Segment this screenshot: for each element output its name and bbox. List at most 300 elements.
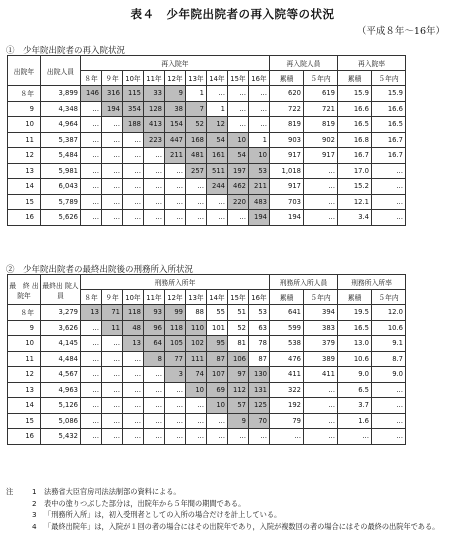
table-cell: 220 — [228, 194, 249, 210]
table-cell: … — [123, 398, 144, 414]
row-cumulative: 538 — [270, 336, 304, 352]
table-cell: … — [165, 179, 186, 195]
table-cell: … — [144, 413, 165, 429]
table-cell: … — [102, 148, 123, 164]
table-cell: … — [228, 86, 249, 102]
row-rate-cumulative: 3.7 — [338, 398, 372, 414]
table-cell: … — [228, 429, 249, 445]
table-cell: 112 — [228, 382, 249, 398]
column-header: 11年 — [144, 71, 165, 86]
prison-entry-table — [7, 274, 406, 445]
column-header: 16年 — [249, 290, 270, 305]
table-cell: … — [186, 429, 207, 445]
row-cumulative: 476 — [270, 351, 304, 367]
table-cell: … — [186, 210, 207, 226]
table-cell: 87 — [207, 351, 228, 367]
table-cell: 130 — [249, 367, 270, 383]
table-cell: … — [123, 179, 144, 195]
table-cell: … — [165, 382, 186, 398]
table-cell: 97 — [228, 367, 249, 383]
table-row — [8, 336, 406, 352]
row-rate-5y: … — [372, 163, 406, 179]
row-count: 4,567 — [41, 367, 81, 383]
table-cell: … — [228, 101, 249, 117]
column-header: 15年 — [228, 71, 249, 86]
table-row — [8, 413, 406, 429]
row-count: 4,964 — [41, 117, 81, 133]
table-cell: 63 — [249, 320, 270, 336]
table-cell: … — [207, 429, 228, 445]
row-rate-cumulative: 10.6 — [338, 351, 372, 367]
table-row — [8, 351, 406, 367]
table-cell: … — [102, 351, 123, 367]
table-cell: 118 — [123, 305, 144, 321]
table-cell: … — [144, 163, 165, 179]
table-cell: 107 — [207, 367, 228, 383]
row-year: 16 — [8, 210, 41, 226]
row-count: 5,484 — [41, 148, 81, 164]
table-cell: … — [102, 398, 123, 414]
row-within-5y: 721 — [304, 101, 338, 117]
header-cumulative: 累積 — [270, 290, 304, 305]
row-rate-cumulative: 19.5 — [338, 305, 372, 321]
table-row — [8, 367, 406, 383]
table-cell: … — [123, 413, 144, 429]
row-within-5y: 917 — [304, 148, 338, 164]
table-cell: 483 — [249, 194, 270, 210]
table-cell: … — [144, 179, 165, 195]
table-row — [8, 320, 406, 336]
table-cell: … — [102, 210, 123, 226]
row-year: 15 — [8, 194, 41, 210]
table-cell: 161 — [207, 148, 228, 164]
row-rate-cumulative: 16.8 — [338, 132, 372, 148]
table-cell: … — [81, 429, 102, 445]
table-cell: … — [123, 194, 144, 210]
table-cell: 13 — [123, 336, 144, 352]
column-header: ８年 — [81, 290, 102, 305]
row-count: 3,279 — [41, 305, 81, 321]
table-cell: 93 — [144, 305, 165, 321]
table-cell: 38 — [165, 101, 186, 117]
table-cell: 96 — [144, 320, 165, 336]
row-rate-cumulative: 16.5 — [338, 320, 372, 336]
row-rate-5y: … — [372, 382, 406, 398]
row-cumulative: 599 — [270, 320, 304, 336]
row-within-5y: … — [304, 398, 338, 414]
table-cell: 105 — [165, 336, 186, 352]
row-rate-5y: … — [372, 398, 406, 414]
row-cumulative: 194 — [270, 210, 304, 226]
row-rate-5y: … — [372, 210, 406, 226]
header-count: 最終出 院人員 — [41, 275, 81, 305]
header-year: 出院年 — [8, 56, 41, 86]
row-count: 4,348 — [41, 101, 81, 117]
column-header: ９年 — [102, 290, 123, 305]
row-cumulative: 903 — [270, 132, 304, 148]
row-cumulative: 620 — [270, 86, 304, 102]
row-within-5y: … — [304, 429, 338, 445]
row-count: 3,626 — [41, 320, 81, 336]
table-cell: 71 — [102, 305, 123, 321]
column-header: 10年 — [123, 290, 144, 305]
row-cumulative: 722 — [270, 101, 304, 117]
column-header: 16年 — [249, 71, 270, 86]
row-rate-cumulative: … — [338, 429, 372, 445]
row-rate-5y: 10.6 — [372, 320, 406, 336]
row-rate-cumulative: 15.2 — [338, 179, 372, 195]
row-count: 5,126 — [41, 398, 81, 414]
table-cell: 33 — [144, 86, 165, 102]
row-rate-5y: … — [372, 194, 406, 210]
table-cell: 64 — [144, 336, 165, 352]
header-rate-group: 再入院率 — [338, 56, 406, 71]
table-cell: … — [81, 148, 102, 164]
table-cell: … — [81, 367, 102, 383]
row-rate-5y: 12.0 — [372, 305, 406, 321]
table-cell: 52 — [228, 320, 249, 336]
note-item: 表中の塗りつぶした部分は，出院年から５年間の期間である。 — [44, 498, 246, 508]
table-cell: 81 — [228, 336, 249, 352]
table-cell: … — [186, 194, 207, 210]
row-cumulative: 322 — [270, 382, 304, 398]
column-header: 14年 — [207, 290, 228, 305]
table-cell: … — [249, 101, 270, 117]
table-row — [8, 382, 406, 398]
column-header: 12年 — [165, 290, 186, 305]
table-row — [8, 429, 406, 445]
row-count: 5,789 — [41, 194, 81, 210]
table-cell: 10 — [228, 132, 249, 148]
table-row — [8, 132, 406, 148]
table-cell: … — [249, 86, 270, 102]
header-year-group: 刑務所入所年 — [81, 275, 270, 290]
header-within-5y: ５年内 — [372, 290, 406, 305]
row-rate-cumulative: 17.0 — [338, 163, 372, 179]
table-cell: 131 — [249, 382, 270, 398]
row-cumulative: 917 — [270, 148, 304, 164]
row-cumulative: 917 — [270, 179, 304, 195]
table-cell: 78 — [249, 336, 270, 352]
row-count: 3,899 — [41, 86, 81, 102]
row-count: 6,043 — [41, 179, 81, 195]
table-cell: … — [81, 413, 102, 429]
table-cell: … — [102, 117, 123, 133]
column-header: 12年 — [165, 71, 186, 86]
table-cell: … — [186, 179, 207, 195]
table-cell: 197 — [228, 163, 249, 179]
table-cell: 13 — [81, 305, 102, 321]
table-cell: … — [144, 429, 165, 445]
table-cell: 57 — [228, 398, 249, 414]
row-year: 12 — [8, 367, 41, 383]
header-cumulative: 累積 — [270, 71, 304, 86]
table-cell: 51 — [228, 305, 249, 321]
table-row — [8, 163, 406, 179]
row-within-5y: 394 — [304, 305, 338, 321]
table-cell: 53 — [249, 163, 270, 179]
header-count: 出院人員 — [41, 56, 81, 86]
row-rate-cumulative: 16.7 — [338, 148, 372, 164]
table-cell: 110 — [186, 320, 207, 336]
row-rate-cumulative: 16.5 — [338, 117, 372, 133]
column-header: 13年 — [186, 290, 207, 305]
table-cell: 70 — [249, 413, 270, 429]
row-count: 5,981 — [41, 163, 81, 179]
row-year: ８年 — [8, 305, 41, 321]
table-cell: … — [102, 336, 123, 352]
table-cell: 12 — [207, 117, 228, 133]
table-cell: … — [207, 86, 228, 102]
note-item: 「最終出院年」は，入院が１回の者の場合にはその出院年であり，入院が複数回の者の場合にはその最終の出院年である。 — [44, 521, 440, 531]
header-year: 最 終 出院年 — [8, 275, 41, 305]
table-cell: 146 — [81, 86, 102, 102]
row-count: 4,145 — [41, 336, 81, 352]
row-rate-cumulative: 12.1 — [338, 194, 372, 210]
table-cell: 413 — [144, 117, 165, 133]
row-year: 10 — [8, 336, 41, 352]
table-cell: 115 — [123, 86, 144, 102]
section2-label: ② 少年院出院者の最終出院後の刑務所入所状況 — [6, 265, 194, 275]
table-cell: … — [144, 148, 165, 164]
table-cell: 101 — [207, 320, 228, 336]
table-cell: … — [165, 398, 186, 414]
row-year: 10 — [8, 117, 41, 133]
table-cell: 1 — [186, 86, 207, 102]
table-cell: 3 — [165, 367, 186, 383]
column-header: 13年 — [186, 71, 207, 86]
row-year: 11 — [8, 351, 41, 367]
table-cell: … — [102, 179, 123, 195]
header-within-5y: ５年内 — [372, 71, 406, 86]
table-row — [8, 117, 406, 133]
row-cumulative: 79 — [270, 413, 304, 429]
table-cell: 211 — [249, 179, 270, 195]
row-rate-5y: 8.7 — [372, 351, 406, 367]
table-cell: … — [165, 163, 186, 179]
row-cumulative: 192 — [270, 398, 304, 414]
table-cell: 52 — [186, 117, 207, 133]
table-cell: … — [165, 194, 186, 210]
table-cell: … — [81, 210, 102, 226]
row-rate-5y: 16.6 — [372, 101, 406, 117]
table-cell: … — [144, 367, 165, 383]
table-cell: 7 — [186, 101, 207, 117]
table-cell: … — [228, 210, 249, 226]
table-cell: 188 — [123, 117, 144, 133]
table-cell: 211 — [165, 148, 186, 164]
table-cell: 53 — [249, 305, 270, 321]
table-cell: … — [102, 429, 123, 445]
row-within-5y: … — [304, 210, 338, 226]
table-row — [8, 101, 406, 117]
table-cell: 102 — [186, 336, 207, 352]
table-cell: … — [81, 320, 102, 336]
row-within-5y: 902 — [304, 132, 338, 148]
row-within-5y: … — [304, 194, 338, 210]
table-cell: … — [144, 382, 165, 398]
row-within-5y: 379 — [304, 336, 338, 352]
row-within-5y: … — [304, 179, 338, 195]
table-cell: … — [81, 132, 102, 148]
row-year: 13 — [8, 382, 41, 398]
table-cell: … — [102, 413, 123, 429]
header-count-group: 刑務所入所人員 — [270, 275, 338, 290]
table-cell: 48 — [123, 320, 144, 336]
row-rate-cumulative: 15.9 — [338, 86, 372, 102]
row-rate-5y: 9.1 — [372, 336, 406, 352]
table-cell: 447 — [165, 132, 186, 148]
table-cell: … — [102, 367, 123, 383]
table-cell: 54 — [207, 132, 228, 148]
table-cell: 316 — [102, 86, 123, 102]
table-cell: 194 — [249, 210, 270, 226]
table-cell: … — [81, 163, 102, 179]
row-rate-5y: … — [372, 413, 406, 429]
row-rate-5y: … — [372, 179, 406, 195]
row-cumulative: 411 — [270, 367, 304, 383]
table-cell: 511 — [207, 163, 228, 179]
row-rate-5y: … — [372, 429, 406, 445]
column-header: ９年 — [102, 71, 123, 86]
notes-head: 注 — [6, 487, 14, 496]
table-cell: 125 — [249, 398, 270, 414]
table-cell: … — [165, 210, 186, 226]
table-cell: … — [207, 413, 228, 429]
table-cell: 481 — [186, 148, 207, 164]
row-within-5y: 383 — [304, 320, 338, 336]
row-within-5y: … — [304, 382, 338, 398]
table-cell: 257 — [186, 163, 207, 179]
table-cell: … — [186, 413, 207, 429]
table-cell: … — [123, 367, 144, 383]
column-header: 15年 — [228, 290, 249, 305]
table-cell: … — [249, 117, 270, 133]
row-year: 16 — [8, 429, 41, 445]
table-cell: … — [102, 194, 123, 210]
table-cell: … — [144, 398, 165, 414]
row-within-5y: … — [304, 413, 338, 429]
row-cumulative: 819 — [270, 117, 304, 133]
row-count: 4,484 — [41, 351, 81, 367]
table-cell: … — [81, 194, 102, 210]
table-cell: … — [81, 351, 102, 367]
table-cell: 106 — [228, 351, 249, 367]
period-label: （平成８年〜16年） — [356, 26, 445, 37]
table-cell: … — [81, 398, 102, 414]
table-cell: … — [102, 382, 123, 398]
header-within-5y: ５年内 — [304, 71, 338, 86]
table-cell: … — [123, 163, 144, 179]
row-year: ８年 — [8, 86, 41, 102]
row-year: 14 — [8, 179, 41, 195]
table-cell: 69 — [207, 382, 228, 398]
row-rate-cumulative: 6.5 — [338, 382, 372, 398]
row-count: 5,387 — [41, 132, 81, 148]
row-rate-5y: 15.9 — [372, 86, 406, 102]
row-year: 11 — [8, 132, 41, 148]
row-rate-cumulative: 1.6 — [338, 413, 372, 429]
row-within-5y: 411 — [304, 367, 338, 383]
row-rate-cumulative: 13.0 — [338, 336, 372, 352]
row-year: 12 — [8, 148, 41, 164]
note-item: 「刑務所入所」は，初入受刑者としての入所の場合だけを計上している。 — [44, 510, 282, 519]
table-cell: … — [123, 382, 144, 398]
table-cell: 88 — [186, 305, 207, 321]
table-row — [8, 194, 406, 210]
table-cell: … — [186, 398, 207, 414]
table-cell: … — [249, 429, 270, 445]
table-cell: … — [144, 210, 165, 226]
row-rate-5y: 16.7 — [372, 148, 406, 164]
table-cell: … — [81, 382, 102, 398]
header-rate-group: 刑務所入所率 — [338, 275, 406, 290]
table-cell: 11 — [102, 320, 123, 336]
table-cell: 128 — [144, 101, 165, 117]
row-rate-cumulative: 9.0 — [338, 367, 372, 383]
table-cell: 10 — [249, 148, 270, 164]
table-cell: 9 — [228, 413, 249, 429]
row-within-5y: 389 — [304, 351, 338, 367]
table-cell: 99 — [165, 305, 186, 321]
table-cell: 354 — [123, 101, 144, 117]
table-cell: … — [123, 210, 144, 226]
table-cell: 87 — [249, 351, 270, 367]
table-cell: … — [228, 117, 249, 133]
row-cumulative: 1,018 — [270, 163, 304, 179]
row-year: 13 — [8, 163, 41, 179]
table-cell: … — [123, 132, 144, 148]
table-cell: 54 — [228, 148, 249, 164]
row-cumulative: … — [270, 429, 304, 445]
row-count: 5,432 — [41, 429, 81, 445]
notes: 注 1 法務省大臣官房司法法制部の資料による。 2 表中の塗りつぶした部分は，出院年から５年間の期間である。 3 「刑務所入所」は，初入受刑者としての入所の場合だけを計上している。 4 「最終出院年」は，入院が１回の者の場合にはその出院年であり，入院が複数回の者の場合にはその最終の出院年である。 — [6, 487, 440, 531]
table-cell: … — [81, 336, 102, 352]
table-cell: 95 — [207, 336, 228, 352]
row-count: 5,626 — [41, 210, 81, 226]
header-cumulative: 累積 — [338, 71, 372, 86]
table-cell: 55 — [207, 305, 228, 321]
table-cell: … — [123, 429, 144, 445]
table-cell: … — [123, 148, 144, 164]
table-cell: 1 — [207, 101, 228, 117]
row-count: 4,963 — [41, 382, 81, 398]
table-cell: … — [123, 351, 144, 367]
header-within-5y: ５年内 — [304, 290, 338, 305]
table-cell: … — [144, 194, 165, 210]
header-count-group: 再入院人員 — [270, 56, 338, 71]
row-within-5y: 819 — [304, 117, 338, 133]
table-cell: 168 — [186, 132, 207, 148]
column-header: ８年 — [81, 71, 102, 86]
page-title: 表４ 少年院出院者の再入院等の状況 — [130, 7, 335, 21]
row-year: 15 — [8, 413, 41, 429]
row-rate-cumulative: 3.4 — [338, 210, 372, 226]
table-cell: … — [165, 429, 186, 445]
table-row — [8, 305, 406, 321]
row-within-5y: … — [304, 163, 338, 179]
table-row — [8, 210, 406, 226]
row-within-5y: 619 — [304, 86, 338, 102]
table-cell: 244 — [207, 179, 228, 195]
table-cell: 111 — [186, 351, 207, 367]
table-cell: … — [81, 101, 102, 117]
header-year-group: 再入院年 — [81, 56, 270, 71]
table-cell: 77 — [165, 351, 186, 367]
row-year: 14 — [8, 398, 41, 414]
row-cumulative: 703 — [270, 194, 304, 210]
table-cell: … — [207, 210, 228, 226]
